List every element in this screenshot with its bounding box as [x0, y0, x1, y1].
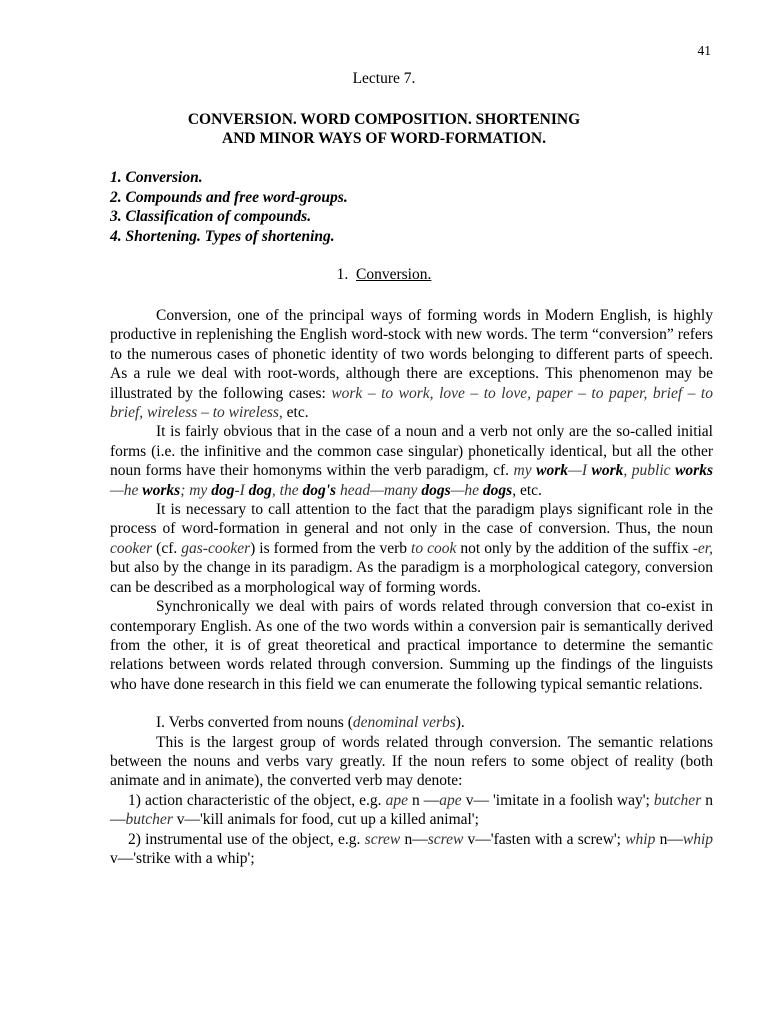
- section-heading: [0, 266, 768, 284]
- example-text: —I: [568, 462, 592, 480]
- plan-item: 4. Shortening. Types of shortening.: [110, 227, 335, 245]
- example-text: , the: [271, 481, 303, 499]
- lecture-heading: Lecture 7.: [352, 70, 416, 87]
- paragraph-text: It is fairly obvious that in the case of a noun and a verb not only are the so-called initial forms (i.e. the infinitive and the common case singular) phonetically identical, but all the other noun forms have their homonyms within the verb paradigm, cf.: [110, 423, 713, 480]
- example-text: denominal verbs: [352, 714, 456, 732]
- example-text: whip: [625, 830, 656, 848]
- example-text: head—many: [336, 481, 422, 499]
- paragraph-text: ).: [455, 714, 465, 732]
- paragraph-text: n—: [400, 830, 428, 848]
- title-line-2: AND MINOR WAYS OF WORD-FORMATION.: [222, 130, 546, 147]
- example-text: cooker: [110, 539, 153, 557]
- example-bold: works: [675, 462, 713, 480]
- example-text: screw: [427, 830, 464, 848]
- example-text: , public: [623, 462, 676, 480]
- plan-item: 2. Compounds and free word-groups.: [110, 188, 348, 206]
- title-line-1: CONVERSION. WORD COMPOSITION. SHORTENING: [187, 111, 581, 128]
- paragraph-7: [110, 791, 713, 830]
- section-number: 1.: [336, 266, 349, 283]
- plan-item: 1. Conversion.: [110, 169, 203, 186]
- paragraph-text: v—'kill animals for food, cut up a killed animal';: [172, 811, 479, 829]
- example-text: ape: [439, 791, 462, 809]
- lecture-title: [0, 110, 768, 148]
- paragraph-3: [110, 500, 713, 597]
- plan-item: 3. Classification of compounds.: [110, 208, 312, 225]
- example-text: -er,: [692, 539, 713, 557]
- example-bold: work: [591, 462, 624, 480]
- example-bold: dog: [248, 481, 272, 499]
- paragraph-text: v—'fasten with a screw';: [463, 830, 626, 848]
- section-title: Conversion.: [356, 266, 432, 283]
- example-bold: works: [142, 481, 181, 499]
- example-bold: dogs: [421, 481, 451, 499]
- example-text: butcher: [125, 811, 173, 829]
- example-text: work – to work, love – to love, paper – to paper, brief – to brief, wireless – to wireless,: [110, 384, 713, 422]
- lecture-plan: [110, 168, 348, 246]
- paragraph-text: n—: [655, 830, 683, 848]
- paragraph-text: Conversion, one of the principal ways of forming words in Modern English, is highly productive in replenishing the English word-stock with new words. The term “conversion” refers to the numerous cases of phonetic identity of two words belonging to different parts of speech. As a rule we deal with root-words, although there are exceptions. This phenomenon may be illustrated by the following cases:: [110, 307, 713, 402]
- paragraph-text: , etc.: [512, 481, 542, 499]
- paragraph-text: n—: [110, 791, 714, 829]
- paragraph-text: n —: [407, 791, 440, 809]
- example-bold: dogs: [482, 481, 513, 499]
- paragraph-1: [110, 306, 713, 422]
- paragraph-text: I. Verbs converted from nouns (: [156, 714, 353, 732]
- example-text: -I: [234, 481, 249, 499]
- paragraph-text: v—'strike with a whip';: [110, 849, 255, 867]
- page-number: 41: [697, 43, 711, 58]
- paragraph-text: 1) action characteristic of the object, e.g.: [128, 791, 386, 809]
- paragraph-text: It is necessary to call attention to the fact that the paradigm plays significant role in the process of word-formation in general and not only in the case of conversion. Thus, the noun: [110, 501, 713, 538]
- example-text: to cook: [411, 539, 457, 557]
- paragraph-4: Synchronically we deal with pairs of words related through conversion that co-exist in contemporary English. As one of the two words within a conversion pair is semantically derived from the other, it is of great theoretical and practical importance to determine the semantic relations between words related through conversion. Summing up the findings of the linguists who have done research in this field we can enumerate the following typical semantic relations.: [110, 598, 713, 693]
- paragraph-text: (cf.: [152, 539, 182, 557]
- paragraph-6: This is the largest group of words related through conversion. The semantic relations between the nouns and verbs vary greatly. If the noun refers to some object of reality (both animate and in animate), the converted verb may denote:: [110, 733, 713, 790]
- paragraph-text: not only by the addition of the suffix: [456, 539, 693, 557]
- example-text: ; my: [180, 481, 212, 499]
- example-bold: work: [536, 462, 569, 480]
- paragraph-text: 2) instrumental use of the object, e.g.: [128, 830, 365, 848]
- paragraph-text: ) is formed from the verb: [250, 539, 412, 557]
- paragraph-text: v— 'imitate in a foolish way';: [461, 791, 654, 809]
- example-bold: dog: [211, 481, 235, 499]
- example-bold: dog's: [302, 481, 337, 499]
- paragraph-text: but also by the change in its paradigm. As the paradigm is a morphological category, conversion can be described as a morphological way of forming words.: [110, 559, 713, 596]
- example-text: ape: [385, 791, 408, 809]
- example-text: butcher: [653, 791, 702, 809]
- example-text: whip: [682, 830, 714, 848]
- paragraph-8: [110, 830, 713, 869]
- example-text: screw: [364, 830, 401, 848]
- example-text: gas-cooker: [181, 539, 251, 557]
- body-text: [110, 306, 713, 868]
- example-text: my: [513, 462, 537, 480]
- paragraph-2: [110, 422, 713, 500]
- paragraph-text: etc.: [282, 404, 309, 422]
- example-text: —he: [110, 481, 143, 499]
- paragraph-5: [110, 713, 713, 732]
- example-text: —he: [450, 481, 483, 499]
